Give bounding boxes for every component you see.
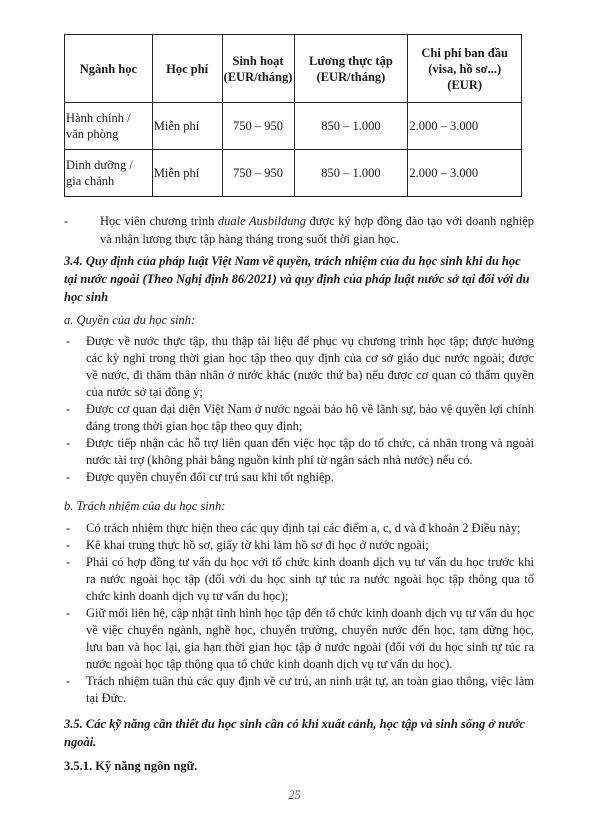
responsibilities-list [64, 520, 534, 707]
list-item: - Có trách nhiệm thực hiện theo các quy định tại các điểm a, c, d và đ khoản 2 Điều này; [66, 521, 521, 535]
cost-table [64, 34, 522, 197]
section-3-5-heading: 3.5. Các kỹ năng cần thiết du học sinh cần có khi xuất cảnh, học tập và sinh sống ở nước ngoài. [64, 717, 525, 749]
cell-tuition: Miễn phí [152, 150, 222, 197]
cell-living-cost: 750 – 950 [222, 103, 294, 150]
header-living-cost: Sinh hoạt (EUR/tháng) [222, 35, 294, 103]
cell-major: Hành chính / văn phòng [65, 103, 153, 150]
list-item: - Được về nước thực tập, thu thập tài liệu để phục vụ chương trình học tập; được hưởng các kỳ nghỉ trong thời gian học tập theo quy định của cơ sở giáo dục nước ngoài; được về nước, đi thăm thân nhân ở nước khác (nước thứ ba) nếu được cơ quan có thẩm quyền của nước sở tại đồng ý; [66, 334, 534, 399]
program-name: duale Ausbildung [217, 214, 306, 228]
header-tuition: Học phí [152, 35, 222, 103]
page-number: 25 [288, 788, 301, 802]
cell-major: Dinh dưỡng / gia chánh [65, 150, 153, 197]
cell-living-cost: 750 – 950 [222, 150, 294, 197]
list-item: - Phải có hợp đồng tư vấn du học với tổ chức kinh doanh dịch vụ tư vấn du học trước khi ra nước ngoài học tập (đối với du học sinh tự túc ra nước ngoài học tập thông qua tổ chức kinh doanh dịch vụ tư vấn du học); [66, 555, 534, 603]
list-item: - Kê khai trung thực hồ sơ, giấy tờ khi làm hồ sơ đi học ở nước ngoài; [66, 538, 429, 552]
list-item: - Giữ mối liên hệ, cập nhật tình hình học tập đến tổ chức kinh doanh dịch vụ tư vấn du học về việc chuyển ngành, nghề học, chuyển trường, chuyển nước đến học, tạm dừng học, lưu ban và học lại, gia hạn thời gian học tập ở nước ngoài (đối với du học sinh tự túc ra nước ngoài học tập thông qua tổ chức kinh doanh dịch vụ tư vấn du học). [66, 606, 534, 671]
list-item: - Trách nhiệm tuân thủ các quy định về cư trú, an ninh trật tự, an toàn giao thông, việc làm tại Đức. [66, 674, 534, 705]
rights-heading: a. Quyền của du học sinh: [64, 313, 196, 327]
responsibilities-heading: b. Trách nhiệm của du học sinh: [64, 499, 226, 513]
section-3-4-heading: 3.4. Quy định của pháp luật Việt Nam về quyền, trách nhiệm của du học sinh khi du học tại nước ngoài (Theo Nghị định 86/2021) và quy định của pháp luật nước sở tại đối với du học sinh [64, 254, 530, 304]
apprenticeship-note: - Học viên chương trình duale Ausbildung được ký hợp đồng đào tạo với doanh nghiệp và nhận lương thực tập hàng tháng trong suốt thời gian học. [64, 214, 535, 246]
cell-initial-cost: 2.000 – 3.000 [408, 103, 522, 150]
list-item: - Được quyền chuyển đổi cư trú sau khi tốt nghiệp. [66, 470, 334, 484]
header-initial-cost: Chi phí ban đầu (visa, hồ sơ...) (EUR) [408, 35, 522, 103]
header-major: Ngành học [65, 35, 153, 103]
header-internship-salary: Lương thực tập (EUR/tháng) [294, 35, 408, 103]
cell-initial-cost: 2.000 – 3.000 [408, 150, 522, 197]
section-3-5-1-heading: 3.5.1. Kỹ năng ngôn ngữ. [64, 759, 198, 773]
table-row [65, 150, 522, 197]
list-item: - Được tiếp nhận các hỗ trợ liên quan đến việc học tập do tổ chức, cá nhân trong và ngoài nước tài trợ (không phải bằng nguồn kinh phí từ ngân sách nhà nước) nếu có. [66, 436, 534, 467]
list-item: - Được cơ quan đại diện Việt Nam ở nước ngoài bảo hộ về lãnh sự, bảo vệ quyền lợi chính đáng trong thời gian học tập theo quy định; [66, 402, 534, 433]
table-row [65, 103, 522, 150]
cell-internship-salary: 850 – 1.000 [294, 103, 408, 150]
cell-tuition: Miễn phí [152, 103, 222, 150]
table-header-row [65, 35, 522, 103]
cell-internship-salary: 850 – 1.000 [294, 150, 408, 197]
rights-list [64, 333, 534, 486]
